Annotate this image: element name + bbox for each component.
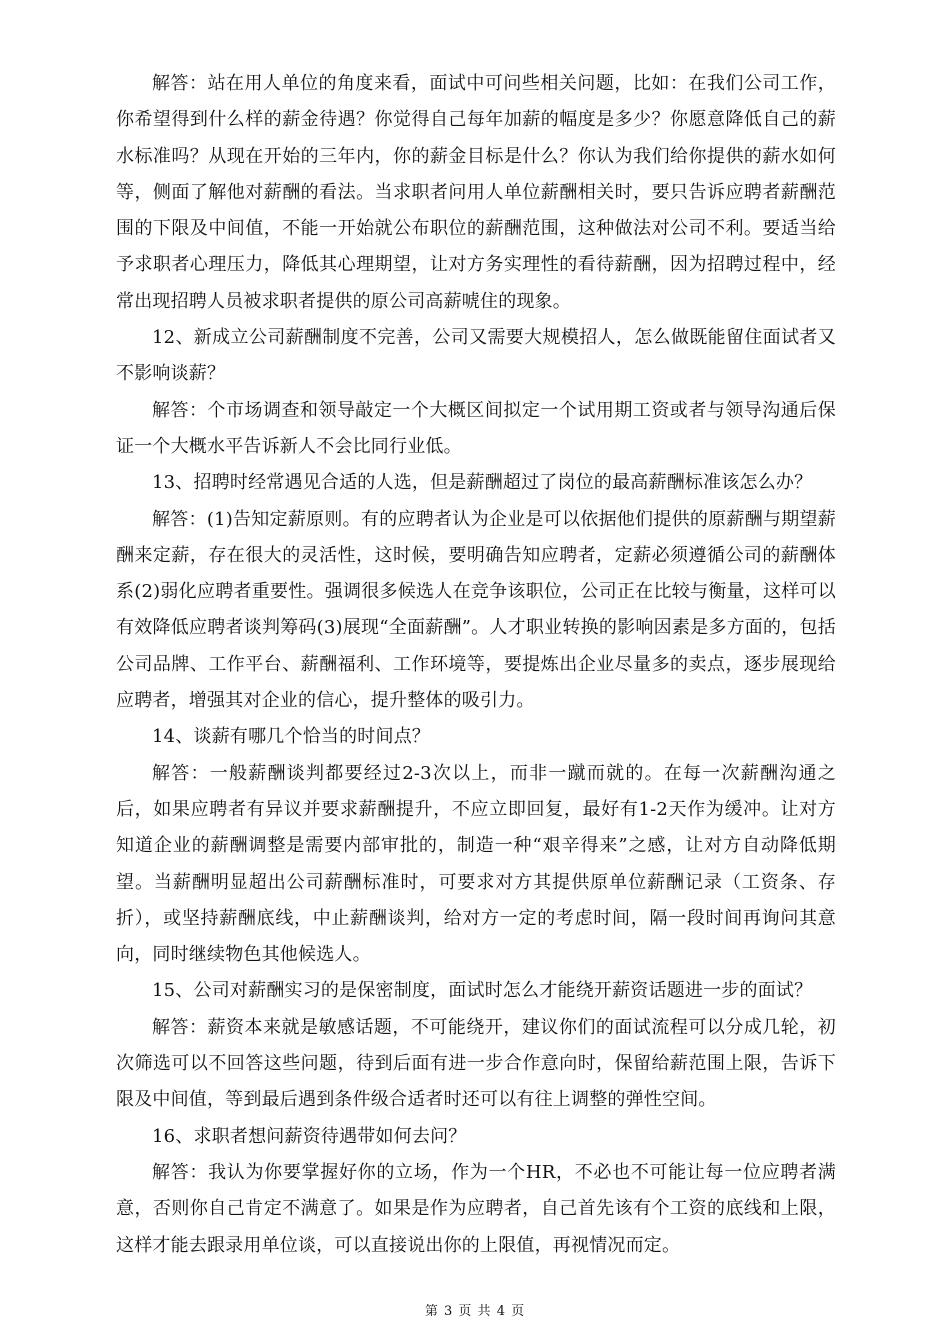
question-14: 14、谈薪有哪几个恰当的时间点？ (152, 726, 431, 748)
page-footer: 第 3 页 共 4 页 (424, 1304, 526, 1319)
answer-paragraph-16: 解答：我认为你要掌握好你的立场，作为一个HR，不必也不可能让每一位应聘者满意，否则你自己肯定不满意了。如果是作为应聘者，自己首先该有个工资的底线和上限，这样才能去跟录用单位谈，可以直接说出你的上限值，再视情况而定。 (116, 1161, 836, 1256)
answer-paragraph-14: 解答：一般薪酬谈判都要经过2-3次以上，而非一蹴而就的。在每一次薪酬沟通之后，如果应聘者有异议并要求薪酬提升，不应立即回复，最好有1-2天作为缓冲。让对方知道企业的薪酬调整是需要内部审批的，制造一种“艰辛得来”之感，让对方自动降低期望。当薪酬明显超出公司薪酬标准时，可要求对方其提供原单位薪酬记录（工资条、存折），或坚持薪酬底线，中止薪酬谈判，给对方一定的考虑时间，隔一段时间再询问其意向，同时继续物色其他候选人。 (116, 762, 836, 966)
answer-paragraph-13: 解答：(1)告知定薪原则。有的应聘者认为企业是可以依据他们提供的原薪酬与期望薪酬来定薪，存在很大的灵活性，这时候，要明确告知应聘者，定薪必须遵循公司的薪酬体系(2)弱化应聘者重要性。强调很多候选人在竞争该职位，公司正在比较与衡量，这样可以有效降低应聘者谈判筹码(3)展现“全面薪酬”。人才职业转换的影响因素是多方面的，包括公司品牌、工作平台、薪酬福利、工作环境等，要提炼出企业尽量多的卖点，逐步展现给应聘者，增强其对企业的信心，提升整体的吸引力。 (116, 508, 836, 712)
question-16: 16、求职者想问薪资待遇带如何去问？ (152, 1125, 467, 1147)
answer-paragraph-15: 解答：薪资本来就是敏感话题，不可能绕开，建议你们的面试流程可以分成几轮，初次筛选可以不回答这些问题，待到后面有进一步合作意向时，保留给薪范围上限，告诉下限及中间值，等到最后遇到条件级合适者时还可以有往上调整的弹性空间。 (116, 1016, 836, 1111)
document-body (116, 66, 836, 1264)
question-12: 12、新成立公司薪酬制度不完善，公司又需要大规模招人，怎么做既能留住面试者又不影响谈薪？ (116, 327, 836, 385)
answer-paragraph-12: 解答：个市场调查和领导敲定一个大概区间拟定一个试用期工资或者与领导沟通后保证一个大概水平告诉新人不会比同行业低。 (116, 399, 836, 457)
question-13: 13、招聘时经常遇见合适的人选，但是薪酬超过了岗位的最高薪酬标准该怎么办？ (152, 472, 813, 494)
answer-paragraph-11: 解答：站在用人单位的角度来看，面试中可问些相关问题，比如：在我们公司工作，你希望得到什么样的薪金待遇？你觉得自己每年加薪的幅度是多少？你愿意降低自己的薪水标准吗？从现在开始的三年内，你的薪金目标是什么？你认为我们给你提供的薪水如何等，侧面了解他对薪酬的看法。当求职者问用人单位薪酬相关时，要只告诉应聘者薪酬范围的下限及中间值，不能一开始就公布职位的薪酬范围，这种做法对公司不利。要适当给予求职者心理压力，降低其心理期望，让对方务实理性的看待薪酬，因为招聘过程中，经常出现招聘人员被求职者提供的原公司高薪唬住的现象。 (116, 73, 836, 312)
question-15: 15、公司对薪酬实习的是保密制度，面试时怎么才能绕开薪资话题进一步的面试？ (152, 980, 813, 1002)
